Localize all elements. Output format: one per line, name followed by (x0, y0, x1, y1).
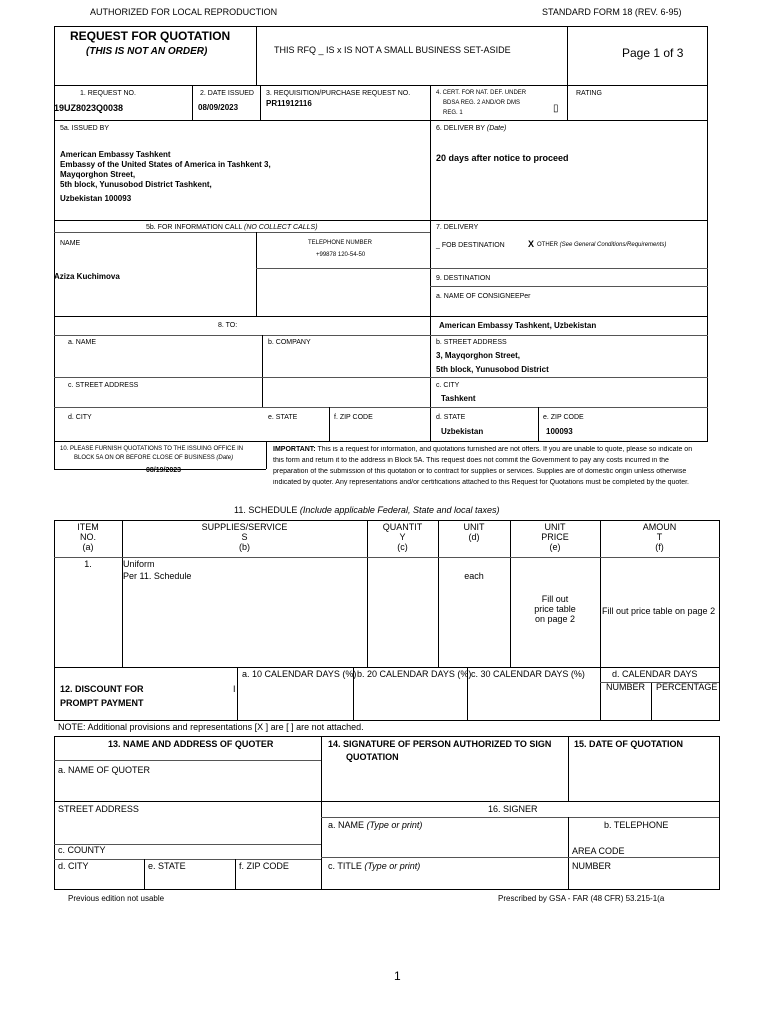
cert-label-line1: 4. CERT. FOR NAT. DEF. UNDER (436, 90, 527, 96)
destination-street-line2: 5th block, Yunusobod District (436, 365, 549, 374)
quoter-street-label: STREET ADDRESS (58, 804, 139, 814)
delivery-label: 7. DELIVERY (436, 224, 479, 231)
schedule-title (234, 506, 500, 516)
to-state-label: e. STATE (268, 414, 298, 421)
unit-header-line1: UNIT (463, 522, 485, 532)
area-code-label: AREA CODE (572, 846, 625, 856)
info-call-label-italic: (NO COLLECT CALLS) (244, 224, 318, 231)
quoter-state-label: e. STATE (148, 861, 186, 871)
signature-label-line1: 14. SIGNATURE OF PERSON AUTHORIZED TO SIGN (328, 739, 552, 749)
item-header (54, 523, 122, 553)
destination-zip-label: e. ZIP CODE (543, 414, 584, 421)
block10-line1: 10. PLEASE FURNISH QUOTATIONS TO THE ISSUING OFFICE IN (60, 446, 244, 452)
issued-by-line5: Uzbekistan 100093 (60, 194, 132, 203)
block10-date-value: 08/19/2023 (146, 467, 182, 474)
requisition-label: 3. REQUISITION/PURCHASE REQUEST NO. (266, 90, 411, 97)
destination-street-label: b. STREET ADDRESS (436, 339, 507, 346)
other-mark: X (528, 239, 535, 249)
block10-line2-italic: (Date) (216, 455, 234, 461)
discount-30-days: c. 30 CALENDAR DAYS (%) (471, 669, 585, 679)
destination-zip-value: 100093 (546, 427, 573, 436)
deliver-by-value: 20 days after notice to proceed (436, 153, 569, 163)
important-label: IMPORTANT: (273, 446, 316, 453)
price-header-line3: (e) (549, 541, 561, 552)
to-name-label: a. NAME (68, 339, 97, 346)
to-zip-label: f. ZIP CODE (334, 414, 373, 421)
quoter-name-label: a. NAME OF QUOTER (58, 765, 151, 775)
row-unit: each (464, 571, 484, 581)
destination-state-label: d. STATE (436, 414, 466, 421)
to-street-label: c. STREET ADDRESS (68, 382, 139, 389)
supplies-header-line1: SUPPLIES/SERVICE (201, 522, 288, 532)
row-item-no: 1. (84, 559, 92, 569)
discount-calendar-days: d. CALENDAR DAYS (612, 669, 698, 679)
issued-by-line1: American Embassy Tashkent (60, 150, 171, 159)
requisition-value: PR11912116 (266, 99, 312, 108)
row-price-line1: Fill out (541, 594, 569, 604)
additional-provisions-note: NOTE: Additional provisions and representations [X ] are [ ] are not attached. (58, 722, 364, 732)
important-line2: this form and return it to the address in Block 5A. This request does not commit the Government to pay any costs incurred in the (273, 457, 669, 464)
amount-header-line1: AMOUN (642, 522, 677, 532)
issued-by-line4: 5th block, Yunusobod District Tashkent, (60, 180, 212, 189)
quoter-city-label: d. CITY (58, 861, 89, 871)
standard-form-number: STANDARD FORM 18 (REV. 6-95) (542, 7, 682, 17)
discount-label-line2: PROMPT PAYMENT (60, 698, 144, 708)
price-header (510, 523, 600, 553)
row-supplies-line1: Uniform (123, 559, 155, 569)
info-call-label-text: 5b. FOR INFORMATION CALL (146, 224, 243, 231)
discount-marker: I (233, 684, 236, 694)
item-header-line3: (a) (82, 541, 94, 552)
previous-edition-note: Previous edition not usable (68, 894, 165, 903)
number-label: NUMBER (572, 861, 612, 871)
cert-checkbox[interactable]: ▯ (553, 103, 559, 114)
cert-label-line3: REG. 1 (443, 110, 463, 116)
block10-line2-text: BLOCK 5A ON OR BEFORE CLOSE OF BUSINESS (74, 455, 215, 461)
price-header-line2: PRICE (541, 531, 569, 542)
unit-header (438, 523, 510, 543)
schedule-title-text: 11. SCHEDULE (234, 505, 298, 515)
item-header-line1: ITEM (77, 522, 99, 532)
discount-percentage: PERCENTAGE (656, 682, 718, 692)
issued-by-line3: Mayqorghon Street, (60, 170, 136, 179)
issued-by-line2: Embassy of the United States of America in Tashkent 3, (60, 160, 271, 169)
supplies-header-line2: S (241, 531, 248, 542)
discount-20-days: b. 20 CALENDAR DAYS (%) (357, 669, 472, 679)
other-option-italic: (See General Conditions/Requirements) (559, 242, 667, 248)
important-line3: preparation of the submission of this quotation or to contract for supplies or services. Supplies are of domestic origin unless otherwise (273, 468, 687, 475)
signer-label: 16. SIGNER (488, 804, 538, 814)
discount-label-line1: 12. DISCOUNT FOR (60, 684, 144, 694)
consignee-value: American Embassy Tashkent, Uzbekistan (439, 321, 597, 330)
date-issued-value: 08/09/2023 (198, 103, 239, 112)
price-header-line1: UNIT (544, 522, 566, 532)
schedule-title-italic: (Include applicable Federal, State and local taxes) (299, 505, 500, 515)
quantity-header-line1: QUANTIT (382, 522, 423, 532)
signer-title-label (328, 862, 420, 872)
other-option (537, 242, 666, 249)
form-subtitle: (THIS IS NOT AN ORDER) (86, 46, 208, 57)
date-issued-label: 2. DATE ISSUED (200, 90, 254, 97)
signer-telephone-label: b. TELEPHONE (604, 820, 669, 830)
telephone-label: TELEPHONE NUMBER (308, 240, 373, 246)
important-line1-text: This is a request for information, and quotations furnished are not offers. If you are unable to quote, please so indicate on (317, 446, 693, 453)
consignee-label: a. NAME OF CONSIGNEEPer (436, 293, 531, 300)
contact-name-label: NAME (60, 240, 81, 247)
quoter-zip-label: f. ZIP CODE (239, 861, 289, 871)
deliver-by-label (436, 125, 506, 133)
destination-label: 9. DESTINATION (436, 275, 491, 282)
quantity-header (367, 523, 438, 553)
request-no-value: 19UZ8023Q0038 (54, 103, 124, 113)
quoter-name-address-label: 13. NAME AND ADDRESS OF QUOTER (108, 739, 274, 749)
deliver-by-label-italic: (Date) (486, 125, 507, 132)
page-number: 1 (394, 969, 401, 983)
form-title: REQUEST FOR QUOTATION (70, 29, 231, 43)
unit-header-line2: (d) (468, 531, 480, 542)
discount-number: NUMBER (606, 682, 646, 692)
telephone-value: +99878 120-54-50 (316, 252, 366, 258)
signature-label-line2: QUOTATION (346, 752, 399, 762)
item-header-line2: NO. (79, 531, 96, 542)
date-of-quotation-label: 15. DATE OF QUOTATION (574, 739, 684, 749)
row-price-line3: on page 2 (534, 613, 576, 624)
signer-title-label-text: c. TITLE (328, 861, 362, 871)
row-price-line2: price table (534, 603, 576, 614)
row-unit-price (510, 595, 600, 625)
row-supplies-line2: Per 11. Schedule (123, 571, 192, 581)
rfq-setaside-statement: THIS RFQ _ IS x IS NOT A SMALL BUSINESS SET-ASIDE (274, 45, 511, 55)
destination-city-label: c. CITY (436, 382, 460, 389)
deliver-by-label-text: 6. DELIVER BY (436, 125, 485, 132)
important-line1 (273, 446, 707, 454)
quoter-county-label: c. COUNTY (58, 845, 106, 855)
other-option-text[interactable]: OTHER (537, 242, 558, 248)
request-no-label: 1. REQUEST NO. (80, 90, 136, 97)
discount-10-days: a. 10 CALENDAR DAYS (%) (242, 669, 357, 679)
destination-street-line1: 3, Mayqorghon Street, (436, 351, 521, 360)
destination-state-value: Uzbekistan (441, 427, 484, 436)
amount-header (600, 523, 719, 553)
quantity-header-line3: (c) (397, 541, 408, 552)
signer-name-label-italic: (Type or print) (366, 820, 423, 830)
signer-title-label-italic: (Type or print) (364, 861, 421, 871)
to-company-label: b. COMPANY (268, 339, 311, 346)
fob-destination-option[interactable]: _ FOB DESTINATION (436, 242, 505, 249)
rating-label: RATING (576, 90, 602, 97)
supplies-header-line3: (b) (239, 541, 250, 552)
quantity-header-line2: Y (399, 531, 406, 542)
important-line4: indicated by quoter. Any representations and/or certifications attached to this Request for Quotations must be completed by the quoter. (273, 479, 689, 486)
prescribed-by-note: Prescribed by GSA - FAR (48 CFR) 53.215-1(a (498, 894, 665, 903)
supplies-header (122, 523, 367, 553)
authorized-reproduction-text: AUTHORIZED FOR LOCAL REPRODUCTION (90, 7, 278, 17)
signer-name-label-text: a. NAME (328, 820, 365, 830)
amount-header-line2: T (656, 531, 663, 542)
row-amount: Fill out price table on page 2 (602, 606, 716, 616)
cert-label-line2: BDSA REG. 2 AND/OR DMS (443, 100, 521, 106)
destination-city-value: Tashkent (441, 394, 476, 403)
to-city-label: d. CITY (68, 414, 92, 421)
to-label: 8. TO: (218, 322, 238, 329)
signer-name-label (328, 821, 422, 831)
contact-name-value: Aziza Kuchimova (54, 272, 120, 281)
page-indicator: Page 1 of 3 (622, 46, 684, 60)
info-call-label (146, 224, 318, 232)
issued-by-label: 5a. ISSUED BY (60, 125, 110, 132)
block10-line2 (74, 455, 233, 462)
amount-header-line3: (f) (655, 541, 664, 552)
